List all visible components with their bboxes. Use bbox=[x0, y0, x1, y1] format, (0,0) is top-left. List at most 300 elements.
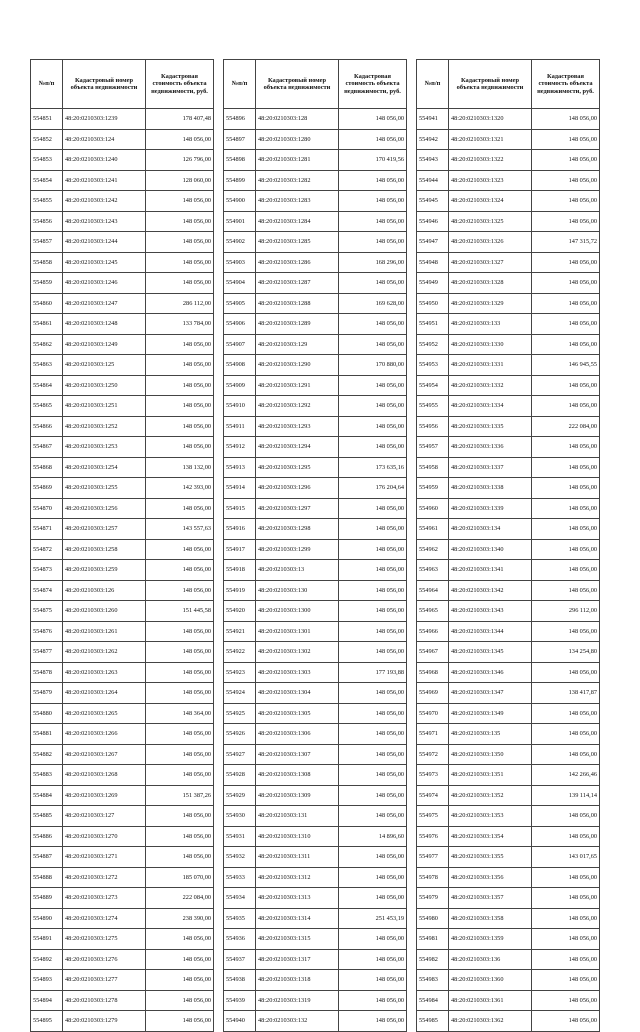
cell-num: 554929 bbox=[224, 785, 256, 806]
cell-num: 554961 bbox=[417, 519, 449, 540]
cell-cad-value: 170 880,00 bbox=[339, 355, 407, 376]
cell-cad-number: 48:20:0210303:1356 bbox=[449, 867, 532, 888]
cell-cad-number: 48:20:0210303:1301 bbox=[256, 621, 339, 642]
cell-cad-value: 148 056,00 bbox=[146, 621, 214, 642]
cell-num: 554967 bbox=[417, 642, 449, 663]
cell-cad-value: 148 056,00 bbox=[146, 560, 214, 581]
cell-cad-number: 48:20:0210303:126 bbox=[63, 580, 146, 601]
cell-num: 554915 bbox=[224, 498, 256, 519]
cell-cad-value: 238 390,00 bbox=[146, 908, 214, 929]
cell-cad-value: 148 056,00 bbox=[532, 970, 600, 991]
cell-cad-value: 148 056,00 bbox=[532, 129, 600, 150]
table-row bbox=[417, 129, 600, 150]
cell-num: 554871 bbox=[31, 519, 63, 540]
cell-num: 554887 bbox=[31, 847, 63, 868]
cell-cad-number: 48:20:0210303:1303 bbox=[256, 662, 339, 683]
table-header-row bbox=[224, 60, 407, 109]
cell-cad-number: 48:20:0210303:1272 bbox=[63, 867, 146, 888]
cell-cad-value: 142 393,00 bbox=[146, 478, 214, 499]
cell-cad-number: 48:20:0210303:1308 bbox=[256, 765, 339, 786]
cell-cad-value: 148 056,00 bbox=[532, 396, 600, 417]
cell-num: 554880 bbox=[31, 703, 63, 724]
cell-num: 554854 bbox=[31, 170, 63, 191]
cell-cad-number: 48:20:0210303:1334 bbox=[449, 396, 532, 417]
cell-num: 554860 bbox=[31, 293, 63, 314]
cell-num: 554885 bbox=[31, 806, 63, 827]
cell-cad-value: 148 056,00 bbox=[146, 416, 214, 437]
cell-cad-value: 148 056,00 bbox=[146, 437, 214, 458]
table-body bbox=[224, 109, 407, 1032]
cell-num: 554975 bbox=[417, 806, 449, 827]
table-row bbox=[224, 929, 407, 950]
table-row bbox=[31, 293, 214, 314]
cell-cad-number: 48:20:0210303:1317 bbox=[256, 949, 339, 970]
cell-cad-number: 48:20:0210303:1323 bbox=[449, 170, 532, 191]
cell-num: 554884 bbox=[31, 785, 63, 806]
cell-num: 554964 bbox=[417, 580, 449, 601]
cell-num: 554861 bbox=[31, 314, 63, 335]
table-row bbox=[417, 478, 600, 499]
cell-cad-number: 48:20:0210303:1361 bbox=[449, 990, 532, 1011]
table-row bbox=[224, 498, 407, 519]
cell-cad-number: 48:20:0210303:1248 bbox=[63, 314, 146, 335]
cell-cad-number: 48:20:0210303:1311 bbox=[256, 847, 339, 868]
cell-num: 554909 bbox=[224, 375, 256, 396]
cell-num: 554978 bbox=[417, 867, 449, 888]
cell-cad-value: 148 056,00 bbox=[532, 211, 600, 232]
table-row bbox=[224, 560, 407, 581]
cell-cad-value: 148 056,00 bbox=[146, 1011, 214, 1032]
cell-cad-number: 48:20:0210303:1290 bbox=[256, 355, 339, 376]
cell-cad-value: 148 056,00 bbox=[339, 601, 407, 622]
cell-cad-value: 148 056,00 bbox=[532, 150, 600, 171]
cell-cad-number: 48:20:0210303:1327 bbox=[449, 252, 532, 273]
cell-cad-number: 48:20:0210303:1330 bbox=[449, 334, 532, 355]
cell-num: 554897 bbox=[224, 129, 256, 150]
table-row bbox=[224, 662, 407, 683]
cell-cad-value: 148 056,00 bbox=[532, 888, 600, 909]
cell-cad-value: 148 056,00 bbox=[146, 744, 214, 765]
cell-cad-value: 148 056,00 bbox=[146, 929, 214, 950]
cell-cad-number: 48:20:0210303:1247 bbox=[63, 293, 146, 314]
cell-num: 554876 bbox=[31, 621, 63, 642]
cell-num: 554901 bbox=[224, 211, 256, 232]
table-row bbox=[224, 109, 407, 130]
cell-num: 554872 bbox=[31, 539, 63, 560]
cell-cad-value: 148 056,00 bbox=[339, 437, 407, 458]
cell-cad-value: 148 056,00 bbox=[339, 888, 407, 909]
cell-cad-value: 148 056,00 bbox=[146, 498, 214, 519]
table-row bbox=[417, 375, 600, 396]
table-row bbox=[417, 621, 600, 642]
cell-cad-number: 48:20:0210303:1354 bbox=[449, 826, 532, 847]
cell-cad-number: 48:20:0210303:125 bbox=[63, 355, 146, 376]
cell-cad-value: 148 056,00 bbox=[146, 662, 214, 683]
cell-cad-value: 148 056,00 bbox=[339, 170, 407, 191]
table-row bbox=[224, 232, 407, 253]
cell-cad-value: 286 112,00 bbox=[146, 293, 214, 314]
cell-num: 554949 bbox=[417, 273, 449, 294]
cell-cad-value: 138 417,87 bbox=[532, 683, 600, 704]
cell-cad-value: 148 056,00 bbox=[339, 396, 407, 417]
cell-num: 554966 bbox=[417, 621, 449, 642]
cell-num: 554898 bbox=[224, 150, 256, 171]
cell-num: 554890 bbox=[31, 908, 63, 929]
cell-cad-number: 48:20:0210303:1318 bbox=[256, 970, 339, 991]
cell-cad-number: 48:20:0210303:1271 bbox=[63, 847, 146, 868]
cell-num: 554944 bbox=[417, 170, 449, 191]
header-cad-value: Кадастровая стоимость объекта недвижимости, руб. bbox=[339, 60, 407, 109]
cell-num: 554957 bbox=[417, 437, 449, 458]
cell-num: 554886 bbox=[31, 826, 63, 847]
cell-num: 554948 bbox=[417, 252, 449, 273]
cell-cad-number: 48:20:0210303:1362 bbox=[449, 1011, 532, 1032]
table-row bbox=[417, 867, 600, 888]
cell-cad-value: 148 056,00 bbox=[339, 990, 407, 1011]
cell-num: 554895 bbox=[31, 1011, 63, 1032]
cell-cad-number: 48:20:0210303:1329 bbox=[449, 293, 532, 314]
cell-cad-value: 128 060,00 bbox=[146, 170, 214, 191]
table-row bbox=[224, 806, 407, 827]
cell-cad-value: 151 445,58 bbox=[146, 601, 214, 622]
table-row bbox=[417, 232, 600, 253]
table-row bbox=[224, 949, 407, 970]
cell-cad-number: 48:20:0210303:1298 bbox=[256, 519, 339, 540]
cell-cad-value: 148 056,00 bbox=[532, 949, 600, 970]
cell-cad-value: 148 056,00 bbox=[532, 519, 600, 540]
table-row bbox=[417, 806, 600, 827]
register-table-2 bbox=[223, 59, 407, 1032]
cell-num: 554932 bbox=[224, 847, 256, 868]
cell-cad-number: 48:20:0210303:1266 bbox=[63, 724, 146, 745]
cell-num: 554962 bbox=[417, 539, 449, 560]
table-row bbox=[31, 232, 214, 253]
cell-cad-number: 48:20:0210303:1319 bbox=[256, 990, 339, 1011]
cell-num: 554984 bbox=[417, 990, 449, 1011]
table-body bbox=[417, 109, 600, 1032]
table-row bbox=[31, 519, 214, 540]
cell-num: 554953 bbox=[417, 355, 449, 376]
cell-cad-number: 48:20:0210303:1307 bbox=[256, 744, 339, 765]
cell-cad-value: 148 056,00 bbox=[146, 806, 214, 827]
table-row bbox=[417, 744, 600, 765]
cell-cad-value: 148 056,00 bbox=[339, 580, 407, 601]
cell-num: 554921 bbox=[224, 621, 256, 642]
cell-cad-number: 48:20:0210303:1261 bbox=[63, 621, 146, 642]
table-row bbox=[224, 621, 407, 642]
cell-num: 554888 bbox=[31, 867, 63, 888]
table-row bbox=[224, 642, 407, 663]
cell-num: 554985 bbox=[417, 1011, 449, 1032]
cell-cad-value: 148 056,00 bbox=[532, 703, 600, 724]
cell-cad-value: 148 056,00 bbox=[532, 908, 600, 929]
cell-cad-number: 48:20:0210303:1249 bbox=[63, 334, 146, 355]
cell-cad-value: 133 784,00 bbox=[146, 314, 214, 335]
cell-cad-number: 48:20:0210303:1255 bbox=[63, 478, 146, 499]
cell-cad-value: 148 056,00 bbox=[532, 437, 600, 458]
cell-cad-value: 148 056,00 bbox=[532, 1011, 600, 1032]
table-row bbox=[417, 416, 600, 437]
cell-cad-value: 148 056,00 bbox=[339, 211, 407, 232]
cell-num: 554977 bbox=[417, 847, 449, 868]
header-num: №п/п bbox=[224, 60, 256, 109]
header-num: №п/п bbox=[417, 60, 449, 109]
cell-cad-number: 48:20:0210303:1339 bbox=[449, 498, 532, 519]
cell-cad-number: 48:20:0210303:1288 bbox=[256, 293, 339, 314]
table-row bbox=[224, 867, 407, 888]
cell-cad-number: 48:20:0210303:135 bbox=[449, 724, 532, 745]
cell-num: 554935 bbox=[224, 908, 256, 929]
cell-num: 554943 bbox=[417, 150, 449, 171]
table-row bbox=[31, 867, 214, 888]
table-row bbox=[224, 375, 407, 396]
cell-cad-value: 148 056,00 bbox=[532, 806, 600, 827]
cell-cad-value: 148 056,00 bbox=[339, 724, 407, 745]
cell-cad-value: 148 056,00 bbox=[532, 580, 600, 601]
cell-cad-number: 48:20:0210303:1287 bbox=[256, 273, 339, 294]
cell-cad-number: 48:20:0210303:1351 bbox=[449, 765, 532, 786]
cell-num: 554855 bbox=[31, 191, 63, 212]
cell-num: 554981 bbox=[417, 929, 449, 950]
table-row bbox=[31, 560, 214, 581]
cell-num: 554931 bbox=[224, 826, 256, 847]
cell-num: 554865 bbox=[31, 396, 63, 417]
cell-num: 554853 bbox=[31, 150, 63, 171]
cell-cad-number: 48:20:0210303:1314 bbox=[256, 908, 339, 929]
cell-cad-value: 185 070,00 bbox=[146, 867, 214, 888]
table-row bbox=[31, 109, 214, 130]
cell-cad-number: 48:20:0210303:1341 bbox=[449, 560, 532, 581]
cell-cad-value: 148 056,00 bbox=[146, 949, 214, 970]
cell-num: 554930 bbox=[224, 806, 256, 827]
cell-cad-number: 48:20:0210303:1292 bbox=[256, 396, 339, 417]
header-cad-value: Кадастровая стоимость объекта недвижимости, руб. bbox=[146, 60, 214, 109]
table-row bbox=[31, 478, 214, 499]
table-row bbox=[31, 744, 214, 765]
cell-cad-number: 48:20:0210303:1313 bbox=[256, 888, 339, 909]
cell-num: 554904 bbox=[224, 273, 256, 294]
cell-num: 554902 bbox=[224, 232, 256, 253]
table-row bbox=[224, 150, 407, 171]
table-row bbox=[417, 826, 600, 847]
table-row bbox=[224, 724, 407, 745]
cell-num: 554868 bbox=[31, 457, 63, 478]
table-row bbox=[417, 785, 600, 806]
cell-num: 554956 bbox=[417, 416, 449, 437]
table-row bbox=[417, 211, 600, 232]
table-row bbox=[31, 314, 214, 335]
cell-num: 554900 bbox=[224, 191, 256, 212]
cell-cad-number: 48:20:0210303:132 bbox=[256, 1011, 339, 1032]
cell-num: 554867 bbox=[31, 437, 63, 458]
table-row bbox=[224, 580, 407, 601]
cell-num: 554923 bbox=[224, 662, 256, 683]
table-row bbox=[224, 211, 407, 232]
table-row bbox=[417, 929, 600, 950]
table-row bbox=[224, 437, 407, 458]
cell-num: 554950 bbox=[417, 293, 449, 314]
table-row bbox=[417, 1011, 600, 1032]
cell-cad-value: 148 056,00 bbox=[339, 806, 407, 827]
cell-num: 554881 bbox=[31, 724, 63, 745]
cell-cad-value: 148 056,00 bbox=[339, 867, 407, 888]
cell-cad-value: 148 056,00 bbox=[532, 293, 600, 314]
table-row bbox=[31, 1011, 214, 1032]
cell-cad-value: 148 056,00 bbox=[339, 314, 407, 335]
cell-num: 554960 bbox=[417, 498, 449, 519]
cell-cad-number: 48:20:0210303:1241 bbox=[63, 170, 146, 191]
cell-cad-value: 168 296,00 bbox=[339, 252, 407, 273]
table-row bbox=[417, 519, 600, 540]
cell-num: 554969 bbox=[417, 683, 449, 704]
cell-cad-number: 48:20:0210303:1262 bbox=[63, 642, 146, 663]
cell-cad-value: 134 254,80 bbox=[532, 642, 600, 663]
cell-cad-number: 48:20:0210303:1263 bbox=[63, 662, 146, 683]
cell-cad-number: 48:20:0210303:1264 bbox=[63, 683, 146, 704]
cell-cad-number: 48:20:0210303:1291 bbox=[256, 375, 339, 396]
cell-cad-number: 48:20:0210303:1358 bbox=[449, 908, 532, 929]
table-row bbox=[417, 437, 600, 458]
cell-cad-number: 48:20:0210303:1342 bbox=[449, 580, 532, 601]
cell-num: 554870 bbox=[31, 498, 63, 519]
header-num: №п/п bbox=[31, 60, 63, 109]
cell-cad-number: 48:20:0210303:1268 bbox=[63, 765, 146, 786]
cell-cad-number: 48:20:0210303:1336 bbox=[449, 437, 532, 458]
cell-cad-value: 148 056,00 bbox=[146, 334, 214, 355]
cell-num: 554971 bbox=[417, 724, 449, 745]
cell-num: 554947 bbox=[417, 232, 449, 253]
cell-cad-value: 148 056,00 bbox=[339, 847, 407, 868]
cell-cad-value: 148 056,00 bbox=[339, 519, 407, 540]
cell-cad-number: 48:20:0210303:1324 bbox=[449, 191, 532, 212]
table-row bbox=[31, 847, 214, 868]
cell-num: 554928 bbox=[224, 765, 256, 786]
table-row bbox=[224, 744, 407, 765]
cell-num: 554877 bbox=[31, 642, 63, 663]
cell-cad-number: 48:20:0210303:1310 bbox=[256, 826, 339, 847]
cell-num: 554938 bbox=[224, 970, 256, 991]
table-row bbox=[417, 109, 600, 130]
table-row bbox=[417, 314, 600, 335]
cell-cad-number: 48:20:0210303:1279 bbox=[63, 1011, 146, 1032]
table-row bbox=[417, 334, 600, 355]
cell-cad-number: 48:20:0210303:1284 bbox=[256, 211, 339, 232]
cell-cad-value: 148 056,00 bbox=[532, 539, 600, 560]
cell-cad-value: 251 453,19 bbox=[339, 908, 407, 929]
cell-cad-value: 148 056,00 bbox=[146, 826, 214, 847]
cell-cad-number: 48:20:0210303:1296 bbox=[256, 478, 339, 499]
cell-num: 554927 bbox=[224, 744, 256, 765]
header-cad-value: Кадастровая стоимость объекта недвижимости, руб. bbox=[532, 60, 600, 109]
table-row bbox=[224, 129, 407, 150]
table-row bbox=[417, 642, 600, 663]
cell-cad-value: 173 635,16 bbox=[339, 457, 407, 478]
cell-cad-value: 148 056,00 bbox=[532, 375, 600, 396]
cell-cad-number: 48:20:0210303:1246 bbox=[63, 273, 146, 294]
table-row bbox=[31, 929, 214, 950]
table-row bbox=[224, 539, 407, 560]
cell-cad-value: 148 056,00 bbox=[339, 109, 407, 130]
cell-num: 554963 bbox=[417, 560, 449, 581]
cell-cad-number: 48:20:0210303:1340 bbox=[449, 539, 532, 560]
cell-cad-number: 48:20:0210303:1355 bbox=[449, 847, 532, 868]
table-row bbox=[224, 970, 407, 991]
cell-num: 554875 bbox=[31, 601, 63, 622]
cell-num: 554919 bbox=[224, 580, 256, 601]
table-row bbox=[417, 396, 600, 417]
cell-cad-value: 14 896,60 bbox=[339, 826, 407, 847]
cell-cad-number: 48:20:0210303:1302 bbox=[256, 642, 339, 663]
cell-cad-number: 48:20:0210303:1325 bbox=[449, 211, 532, 232]
cell-cad-value: 148 056,00 bbox=[146, 683, 214, 704]
cell-num: 554857 bbox=[31, 232, 63, 253]
cell-num: 554903 bbox=[224, 252, 256, 273]
cell-num: 554974 bbox=[417, 785, 449, 806]
table-row bbox=[417, 560, 600, 581]
cell-num: 554912 bbox=[224, 437, 256, 458]
cell-cad-value: 148 056,00 bbox=[146, 191, 214, 212]
cell-num: 554973 bbox=[417, 765, 449, 786]
cell-cad-value: 148 056,00 bbox=[146, 252, 214, 273]
table-row bbox=[417, 703, 600, 724]
cell-cad-value: 148 056,00 bbox=[532, 170, 600, 191]
cell-num: 554955 bbox=[417, 396, 449, 417]
cell-cad-value: 148 056,00 bbox=[146, 273, 214, 294]
table-row bbox=[417, 498, 600, 519]
cell-cad-number: 48:20:0210303:1276 bbox=[63, 949, 146, 970]
cell-cad-value: 170 419,56 bbox=[339, 150, 407, 171]
cell-cad-number: 48:20:0210303:1315 bbox=[256, 929, 339, 950]
table-row bbox=[417, 539, 600, 560]
cell-cad-number: 48:20:0210303:1306 bbox=[256, 724, 339, 745]
cell-cad-number: 48:20:0210303:1353 bbox=[449, 806, 532, 827]
table-row bbox=[31, 396, 214, 417]
cell-num: 554908 bbox=[224, 355, 256, 376]
cell-cad-value: 176 204,64 bbox=[339, 478, 407, 499]
cell-cad-value: 148 056,00 bbox=[146, 396, 214, 417]
cell-num: 554958 bbox=[417, 457, 449, 478]
cell-cad-number: 48:20:0210303:1297 bbox=[256, 498, 339, 519]
cell-num: 554851 bbox=[31, 109, 63, 130]
cell-cad-value: 148 056,00 bbox=[146, 232, 214, 253]
cell-cad-number: 48:20:0210303:1281 bbox=[256, 150, 339, 171]
cell-num: 554922 bbox=[224, 642, 256, 663]
cell-cad-value: 148 056,00 bbox=[532, 109, 600, 130]
cell-cad-value: 148 056,00 bbox=[339, 498, 407, 519]
table-row bbox=[31, 129, 214, 150]
cell-num: 554916 bbox=[224, 519, 256, 540]
table-row bbox=[224, 334, 407, 355]
cell-cad-value: 148 056,00 bbox=[532, 478, 600, 499]
cell-num: 554858 bbox=[31, 252, 63, 273]
table-row bbox=[31, 990, 214, 1011]
table-row bbox=[31, 437, 214, 458]
table-row bbox=[31, 170, 214, 191]
table-row bbox=[224, 170, 407, 191]
cell-cad-value: 148 056,00 bbox=[146, 129, 214, 150]
cell-cad-number: 48:20:0210303:1245 bbox=[63, 252, 146, 273]
cell-num: 554970 bbox=[417, 703, 449, 724]
table-row bbox=[224, 457, 407, 478]
cell-cad-value: 148 056,00 bbox=[339, 1011, 407, 1032]
cell-cad-value: 148 056,00 bbox=[146, 970, 214, 991]
table-row bbox=[31, 785, 214, 806]
cell-cad-number: 48:20:0210303:1357 bbox=[449, 888, 532, 909]
cell-cad-value: 148 056,00 bbox=[532, 662, 600, 683]
cell-cad-value: 148 056,00 bbox=[146, 211, 214, 232]
cell-cad-number: 48:20:0210303:1309 bbox=[256, 785, 339, 806]
cell-cad-number: 48:20:0210303:1275 bbox=[63, 929, 146, 950]
